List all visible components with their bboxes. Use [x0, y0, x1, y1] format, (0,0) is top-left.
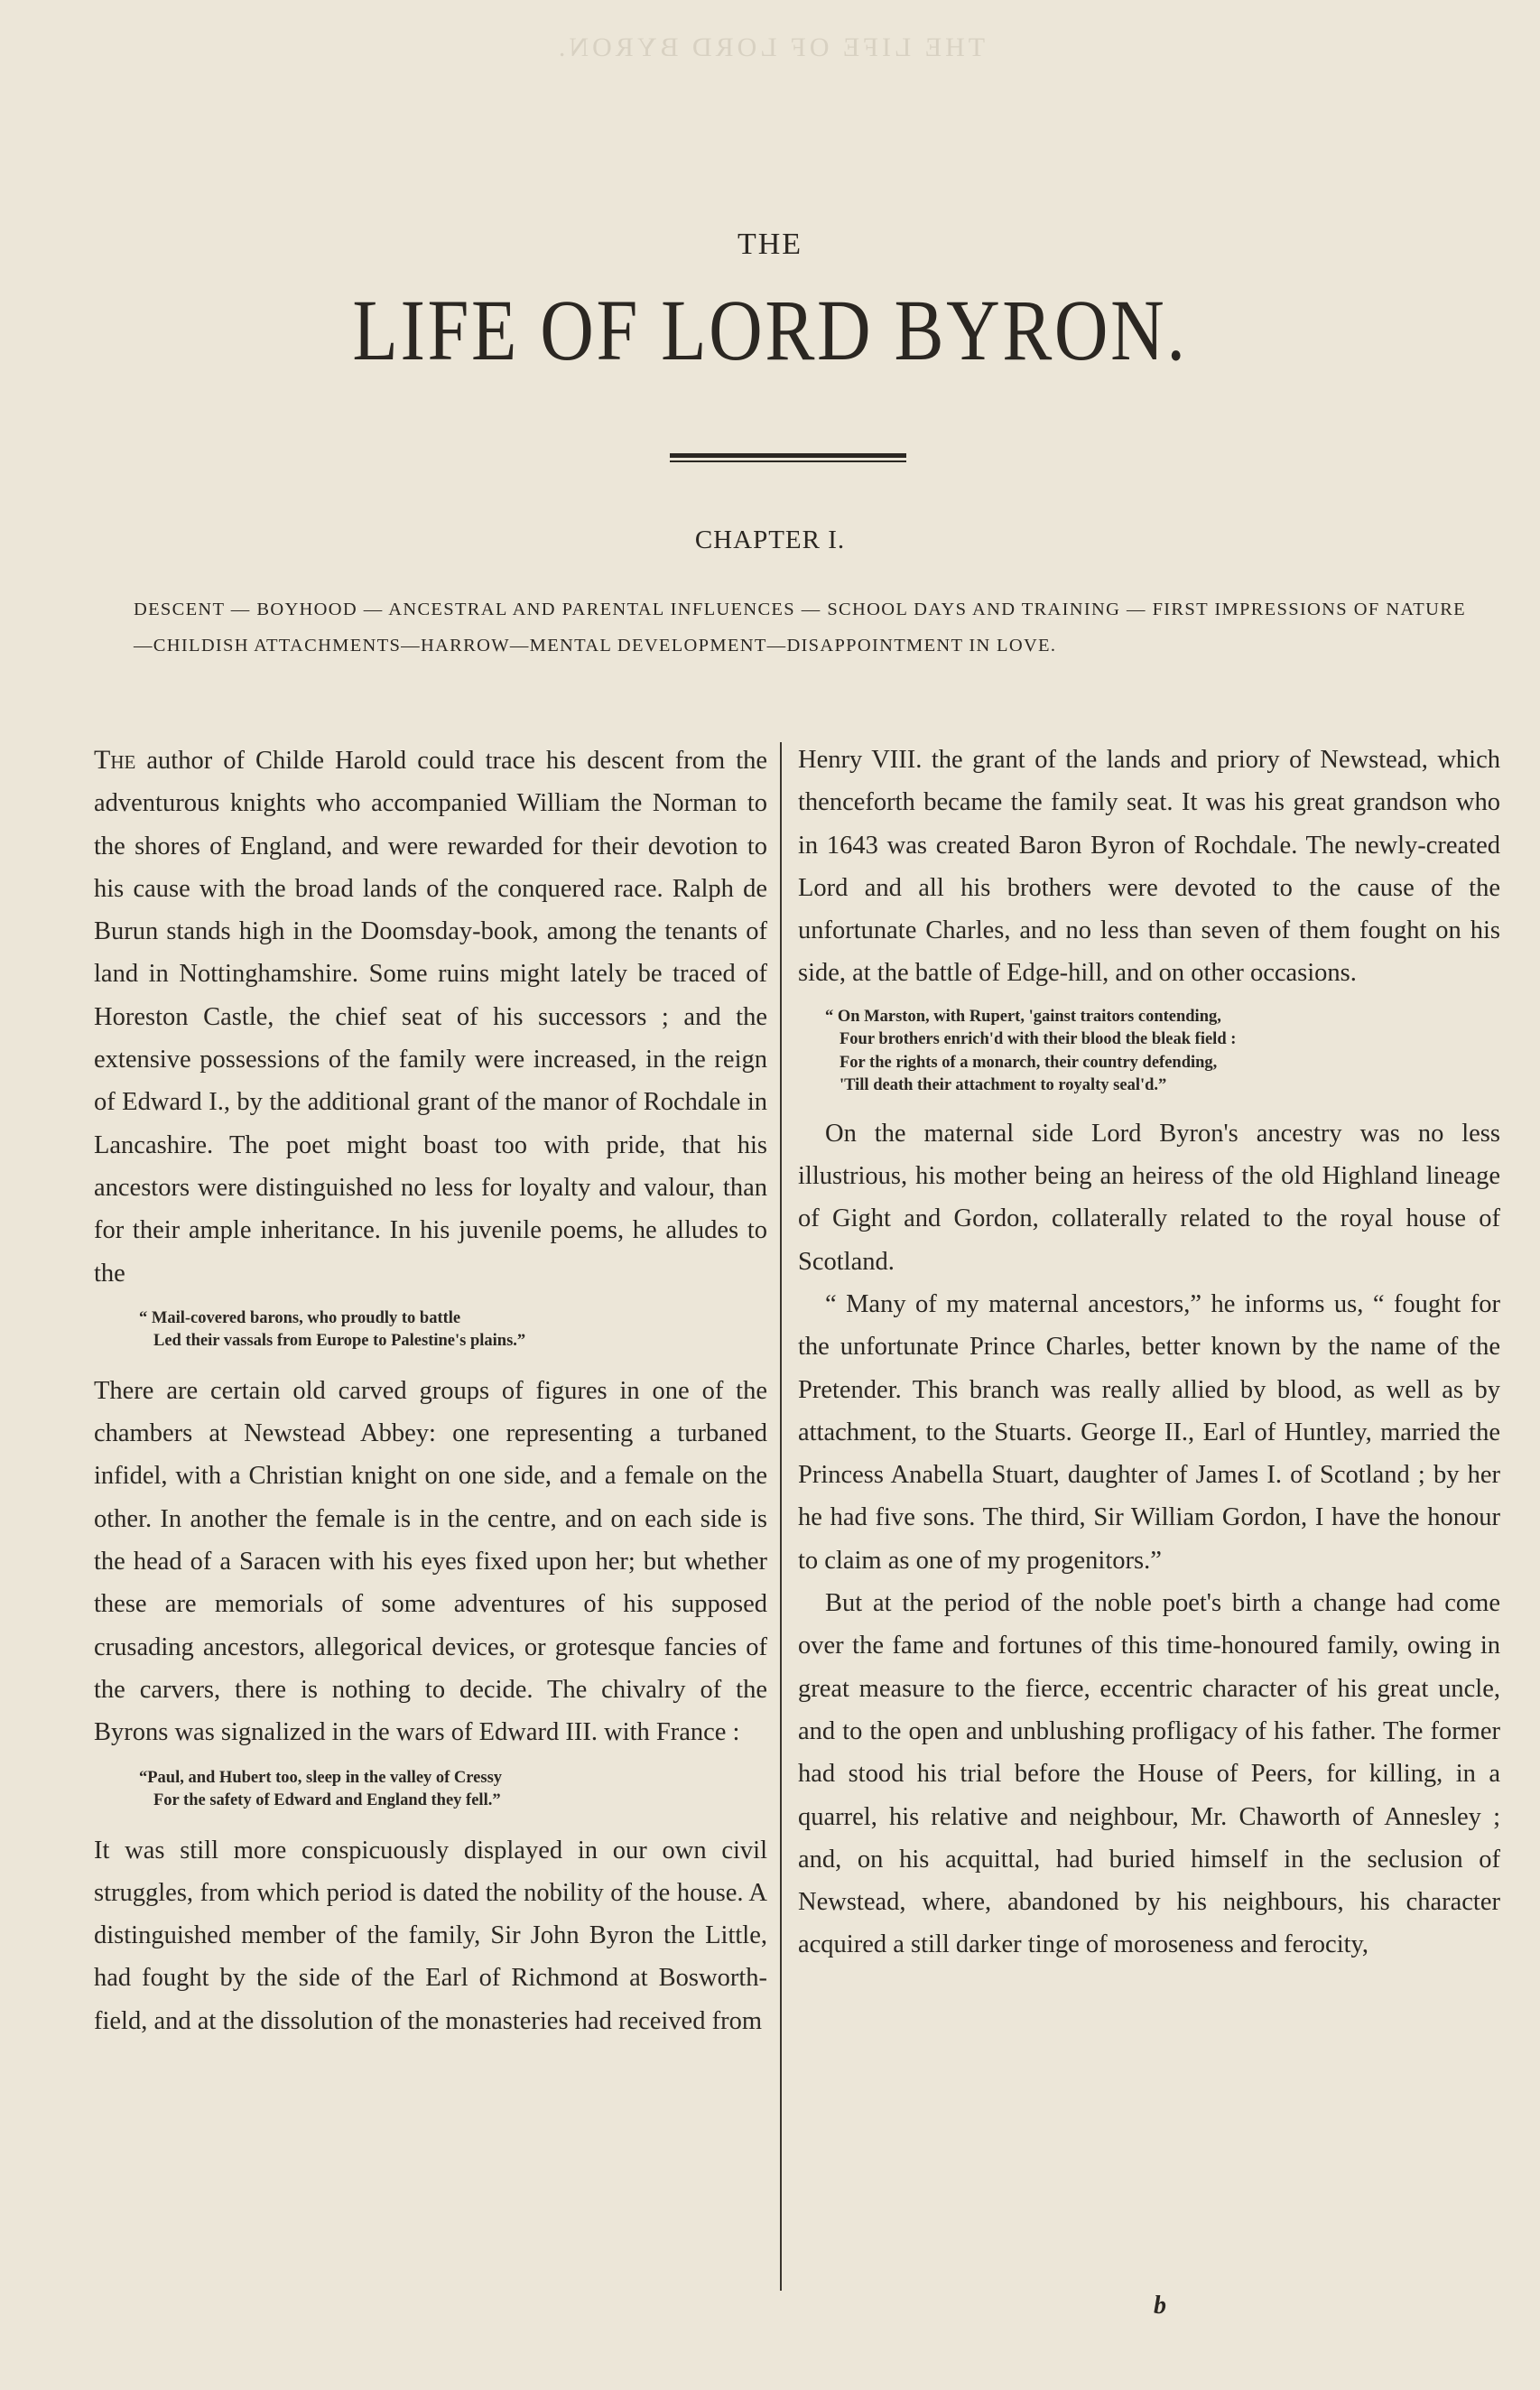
verse-line: Led their vassals from Europe to Palestine's plains.”: [153, 1332, 526, 1351]
verse-line: “Paul, and Hubert too, sleep in the valley of Cressy: [139, 1768, 503, 1787]
verse-line: 'Till death their attachment to royalty seal'd.”: [840, 1076, 1167, 1095]
verse-line: “ On Marston, with Rupert, 'gainst traitors contending,: [825, 1007, 1221, 1026]
title-rule-thick: [670, 453, 906, 458]
verse-quote-1: [94, 1307, 767, 1353]
paragraph-3: It was still more conspicuously displayed in our own civil struggles, from which period is dated the nobility of the house. A distinguished member of the family, Sir John Byron the Little, had fought by the side of the Earl of Richmond at Bosworth-field, and at the dissolution of the monasteries had received from: [94, 1836, 767, 2035]
signature-mark: b: [1154, 2292, 1166, 2320]
verse-quote-2: [94, 1767, 767, 1813]
title-article: THE: [737, 228, 803, 261]
paragraph-5: On the maternal side Lord Byron's ancestry was no less illustrious, his mother being an heiress of the old Highland lineage of Gight and Gordon, collaterally related to the royal house of Scotland.: [798, 1119, 1500, 1276]
title-rule-thin: [670, 460, 906, 462]
verse-quote-3: [798, 1006, 1500, 1098]
chapter-heading: CHAPTER I.: [694, 525, 846, 554]
paragraph-7: But at the period of the noble poet's birth a change had come over the fame and fortunes of this time-honoured family, owing in great measure to the fierce, eccentric character of his great uncle, and to the open and unblushing profligacy of his father. The former had stood his trial before the House of Peers, for killing, in a quarrel, his relative and neighbour, Mr. Chaworth of Annesley ; and, on his acquittal, had buried himself in the seclusion of Newstead, where, abandoned by his neighbours, his character acquired a still darker tinge of moroseness and ferocity,: [798, 1589, 1500, 1959]
verse-line: For the safety of Edward and England they fell.”: [153, 1791, 501, 1810]
bleed-through-text: THE LIFE OF LORD BYRON.: [554, 33, 986, 62]
left-column: [94, 739, 767, 2042]
paragraph-4: Henry VIII. the grant of the lands and priory of Newstead, which thenceforth became the family seat. It was his great grandson who in 1643 was created Baron Byron of Rochdale. The newly-created Lord and all his brothers were devoted to the cause of the unfortunate Charles, and no less than seven of them fought on his side, at the battle of Edge-hill, and on other occasions.: [798, 746, 1500, 988]
paragraph-1: [94, 739, 767, 1295]
right-column: [798, 739, 1500, 1967]
verse-line: Four brothers enrich'd with their blood the bleak field :: [840, 1030, 1237, 1049]
paragraph-6: “ Many of my maternal ancestors,” he informs us, “ fought for the unfortunate Prince Charles, better known by the name of the Pretender. This branch was really allied by blood, as well as by attachment, to the Stuarts. George II., Earl of Huntley, married the Princess Anabella Stuart, daughter of James I. of Scotland ; by her he had five sons. The third, Sir William Gordon, I have the honour to claim as one of my progenitors.”: [798, 1289, 1500, 1575]
paragraph-2: There are certain old carved groups of figures in one of the chambers at Newstead Abbey: one representing a turbaned infidel, with a Christian knight on one side, and a female on the other. In another the female is in the centre, and on each side is the head of a Saracen with his eyes fixed upon her; but whether these are memorials of some adventures of his supposed crusading ancestors, allegorical devices, or grotesque fancies of the carvers, there is nothing to decide. The chivalry of the Byrons was signalized in the wars of Edward III. with France :: [94, 1376, 767, 1747]
column-divider: [780, 742, 782, 2291]
book-title: LIFE OF LORD BYRON.: [352, 282, 1188, 378]
chapter-synopsis: DESCENT — BOYHOOD — ANCESTRAL AND PARENTAL INFLUENCES — SCHOOL DAYS AND TRAINING — FIRST IMPRESSIONS OF NATURE—CHILDISH ATTACHMENTS—HARROW—MENTAL DEVELOPMENT—DISAPPOINTMENT IN LOVE.: [134, 600, 1466, 656]
paragraph-1-text: author of Childe Harold could trace his descent from the adventurous knights who accompanied William the Norman to the shores of England, and were rewarded for their devotion to his cause with the broad lands of the conquered race. Ralph de Burun stands high in the Doomsday-book, among the tenants of land in Nottinghamshire. Some ruins might lately be traced of Horeston Castle, the chief seat of his successors ; and the extensive possessions of the family were increased, in the reign of Edward I., by the additional grant of the manor of Rochdale in Lancashire. The poet might boast too with pride, that his ancestors were distinguished no less for loyalty and valour, than for their ample inheritance. In his juvenile poems, he alludes to the: [94, 747, 768, 1288]
verse-line: “ Mail-covered barons, who proudly to battle: [139, 1308, 461, 1327]
verse-line: For the rights of a monarch, their country defending,: [840, 1053, 1218, 1072]
drop-lead-word: The: [94, 745, 136, 775]
